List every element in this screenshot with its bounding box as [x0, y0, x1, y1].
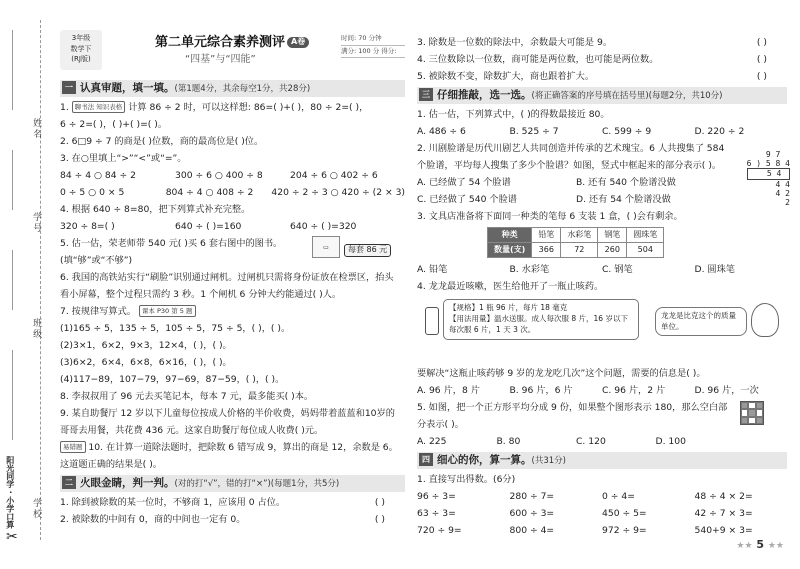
question-2: 2. 6□9 ÷ 7 的商是( )位数，商的最高位是( )位。 — [60, 136, 264, 147]
q-text: 7. 按规律写算式。 — [60, 306, 136, 317]
table-cell: 366 — [532, 243, 561, 258]
book-icon: ▭ — [312, 236, 340, 258]
calc-item[interactable]: 96 ÷ 3= — [417, 491, 456, 502]
q-text: 10. 在计算一道除法题时，把除数 6 错写成 9，算出的商是 12，余数是 6。这道题正确的结果是( )。 — [60, 442, 398, 470]
brand-logo-text: 阳光同学 · 小学口算 — [5, 456, 15, 529]
compare-item[interactable]: 300 ÷ 6 ○ 400 ÷ 8 — [175, 170, 263, 181]
division-line: 9 7 — [746, 150, 781, 159]
option[interactable]: B. 水彩笔 — [509, 264, 550, 275]
fill-item[interactable]: 640 ÷ ( )=320 — [290, 221, 357, 232]
error-prone-tag: 易错题 — [60, 441, 86, 453]
judge-text: 4. 三位数除以一位数，商可能是两位数，也可能是两位数。 — [417, 54, 659, 65]
division-line: 6 ) 5 8 4 — [746, 159, 790, 169]
calc-row-2 — [417, 505, 787, 522]
right-column — [417, 34, 787, 539]
price-text: 每套 86 元 — [344, 244, 391, 257]
question-4: 4. 根据 640 ÷ 8=80，把下列算式补充完整。 — [60, 204, 251, 215]
choice-q3-options — [417, 261, 787, 278]
question-1b: 6 ÷ 2=( )，( )+( )=( )。 — [60, 119, 168, 130]
option[interactable]: B. 还有 540 个脸谱没做 — [576, 177, 676, 188]
choice-q2: 2. 川剧脸谱是历代川剧艺人共同创造并传承的艺术瑰宝。6 人共搜集了 584 个脸谱，平均每人搜集了多少个脸谱？如图，竖式中框起来的部分表示( )。 — [417, 143, 725, 171]
page-title — [155, 34, 309, 52]
knowledge-tag: 聊书法 知识表格 — [72, 101, 126, 113]
option[interactable]: C. 599 ÷ 9 — [602, 126, 652, 137]
compare-item[interactable]: 204 ÷ 6 ○ 402 ÷ 6 — [290, 170, 378, 181]
option[interactable]: D. 还有 54 个脸谱没做 — [576, 194, 671, 205]
star-icon: ★★ — [736, 541, 753, 551]
binding-strip — [0, 0, 52, 569]
section-note: (将正确答案的序号填在括号里)(每题2分，共10分) — [531, 91, 723, 101]
page-subtitle: “四基”与“四能” — [185, 54, 256, 65]
table-header: 钢笔 — [598, 228, 627, 243]
version-label: (RJ版) — [71, 55, 91, 63]
division-line: 2 — [746, 197, 790, 207]
calc-item[interactable]: 42 ÷ 7 × 3= — [694, 508, 753, 519]
option[interactable]: B. 80 — [496, 436, 521, 447]
time-limit: 时间: 70 分钟 — [341, 33, 405, 46]
grid-cell — [748, 409, 755, 416]
blank-line — [12, 350, 13, 440]
option[interactable]: B. 525 ÷ 7 — [509, 126, 559, 137]
compare-item[interactable]: 0 ÷ 5 ○ 0 × 5 — [60, 187, 125, 198]
table-cell: 260 — [598, 243, 627, 258]
calc-q1: 1. 直接写出得数。(6分) — [417, 474, 516, 485]
option[interactable]: A. 铅笔 — [417, 264, 448, 275]
medicine-bottle-icon — [425, 307, 439, 335]
choice-q2-options-2 — [417, 191, 735, 208]
blank-line — [12, 30, 13, 110]
title-text: 第二单元综合素养测评 — [155, 35, 286, 50]
judge-text: 5. 被除数不变，除数扩大，商也跟着扩大。 — [417, 71, 595, 82]
option[interactable]: A. 486 ÷ 6 — [417, 126, 466, 137]
exam-meta — [341, 33, 405, 58]
grid-cell — [748, 417, 755, 424]
score-field: 满分: 100 分 得分: — [341, 46, 405, 59]
calc-item[interactable]: 800 ÷ 4= — [509, 525, 555, 536]
table-header: 圆珠笔 — [627, 228, 664, 243]
option[interactable]: B. 96 片，6 片 — [509, 385, 573, 396]
question-8: 8. 李叔叔用了 96 元去买笔记本，每本 7 元，最多能买( )本。 — [60, 391, 314, 402]
judge-item-5 — [417, 68, 787, 85]
compare-item[interactable]: 84 ÷ 4 ○ 84 ÷ 2 — [60, 170, 137, 181]
choice-q5: 5. 如图，把一个正方形平均分成 9 份，如果整个图形表示 180，那么空白部分表示( )。 — [417, 402, 728, 430]
calc-item[interactable]: 280 ÷ 7= — [509, 491, 555, 502]
calc-row-3 — [417, 522, 787, 539]
choice-q1: 1. 估一估，下列算式中，( )的得数最接近 80。 — [417, 109, 610, 120]
left-column — [60, 78, 405, 528]
page-number — [736, 538, 784, 553]
grid-cell — [741, 417, 748, 424]
textbook-tag: 课本 P30 第 5 题 — [139, 305, 196, 317]
choice-q5-options — [417, 433, 735, 450]
q4-row — [60, 218, 405, 235]
option[interactable]: A. 96 片，8 片 — [417, 385, 480, 396]
section-number: 一 — [62, 81, 76, 94]
judge-text: 1. 除到被除数的某一位时，不够商 1，应该用 0 占位。 — [60, 497, 286, 508]
option[interactable]: D. 圆珠笔 — [694, 264, 735, 275]
star-icon: ★★ — [767, 541, 784, 551]
judge-item-1 — [60, 494, 405, 511]
choice-q3: 3. 文具店准备将下面同一种类的笔每 6 支装 1 盒，( )会有剩余。 — [417, 211, 683, 222]
judge-text: 2. 被除数的中间有 0，商的中间也一定有 0。 — [60, 514, 246, 525]
table-header: 水彩笔 — [561, 228, 598, 243]
student-id-label: 学号 — [31, 212, 42, 234]
section-number: 三 — [419, 88, 433, 101]
section-note: (共31分) — [531, 456, 566, 466]
judge-text: 3. 除数是一位数的除法中，余数最大可能是 9。 — [417, 37, 613, 48]
section-number: 二 — [62, 476, 76, 489]
judge-item-3 — [417, 34, 787, 51]
division-line: 4 2 — [746, 188, 790, 198]
question-5b: (填“够”或“不够”) — [60, 255, 133, 266]
fill-item[interactable]: 320 ÷ 8=( ) — [60, 221, 115, 232]
cut-line — [40, 20, 41, 540]
answer-paren[interactable]: ( ) — [756, 37, 767, 48]
answer-paren[interactable]: ( ) — [756, 54, 767, 65]
pen-table — [487, 227, 664, 258]
answer-paren[interactable]: ( ) — [756, 71, 767, 82]
question-7-4: (4)117−89，107−79，97−69，87−59，( )，( )。 — [60, 374, 285, 385]
class-label: 班级 — [31, 318, 42, 340]
option[interactable]: D. 100 — [655, 436, 686, 447]
section1-header — [60, 80, 405, 97]
question-7-3: (3)6×2，6×4，6×8，6×16，( )，( )。 — [60, 357, 232, 368]
table-cell: 72 — [561, 243, 598, 258]
calc-item[interactable]: 540+9 × 3= — [694, 525, 753, 536]
choice-q2-options-1 — [417, 174, 735, 191]
compare-row-1 — [60, 167, 405, 184]
section-title: 火眼金睛，判一判。 — [80, 477, 175, 489]
calc-item[interactable]: 63 ÷ 3= — [417, 508, 456, 519]
option[interactable]: D. 96 片，一次 — [694, 385, 759, 396]
q-number: 1. — [60, 102, 69, 113]
table-header: 种类 — [488, 228, 532, 243]
grid-cell — [741, 402, 748, 409]
calc-item[interactable]: 0 ÷ 4= — [602, 491, 635, 502]
grid-cell — [741, 409, 748, 416]
medicine-label-card — [443, 299, 639, 340]
question-7 — [60, 303, 405, 320]
grid-cell — [756, 402, 763, 409]
compare-row-2 — [60, 184, 405, 201]
judge-item-2 — [60, 511, 405, 528]
judge-item-4 — [417, 51, 787, 68]
square-grid-figure — [740, 401, 764, 425]
section3-header — [417, 87, 787, 104]
choice-q4: 4. 龙龙最近咳嗽，医生给他开了一瓶止咳药。 — [417, 281, 604, 292]
blank-line — [12, 250, 13, 310]
calc-item[interactable]: 600 ÷ 3= — [509, 508, 555, 519]
option[interactable]: A. 225 — [417, 436, 447, 447]
compare-item[interactable]: 804 ÷ 4 ○ 408 ÷ 2 — [165, 187, 254, 198]
choice-q4-question: 要解决“这瓶止咳药够 9 岁的龙龙吃几次”这个问题，需要的信息是( )。 — [417, 368, 706, 379]
table-cell: 504 — [627, 243, 664, 258]
section4-header — [417, 452, 787, 469]
q-text: 计算 86 ÷ 2 时，可以这样想: 86=( )+( )，80 ÷ 2=( )， — [128, 102, 369, 113]
grid-cell — [756, 417, 763, 424]
section-note: (对的打“√”，错的打“×”)(每题1分，共5分) — [174, 479, 340, 489]
calc-item[interactable]: 720 ÷ 9= — [417, 525, 462, 536]
table-header: 铅笔 — [532, 228, 561, 243]
section-title: 认真审题，填一填。 — [80, 82, 175, 94]
question-5: 5. 估一估，荣老师带 540 元( )买 6 套右图中的图书。 — [60, 238, 283, 249]
question-9: 9. 某自助餐厅 12 岁以下儿童每位按成人价格的半价收费，妈妈带着蓝蓝和10岁的哥哥去用餐，共花费 436 元。这家自助餐厅每位成人收费( )元。 — [60, 408, 395, 436]
section-note: (第1题4分，其余每空1分，共28分) — [174, 84, 311, 94]
grid-cell — [748, 402, 755, 409]
question-3: 3. 在○里填上“>”“<”或“=”。 — [60, 153, 187, 164]
title-tag: A卷 — [287, 37, 309, 48]
usage-text: 【用法用量】温水送服。成人每次服 8 片，16 岁以下每次服 6 片，1 天 3 次。 — [449, 313, 628, 334]
compare-item[interactable]: 420 ÷ 2 ÷ 3 ○ 420 ÷ (2 × 3) — [271, 187, 406, 198]
calc-item[interactable]: 972 ÷ 9= — [602, 525, 647, 536]
option[interactable]: A. 已经做了 54 个脸谱 — [417, 177, 511, 188]
option[interactable]: C. 96 片，2 片 — [602, 385, 666, 396]
option[interactable]: D. 220 ÷ 2 — [694, 126, 745, 137]
grade-label: 3年级 — [71, 34, 91, 42]
child-avatar-icon — [751, 303, 779, 337]
answer-paren[interactable]: ( ) — [374, 497, 385, 508]
question-6: 6. 我国的高铁站实行“刷脸”识别通过闸机。过闸机只需将身份证放在检票区，抬头看小屏幕，整个过程只需约 3 秒。1 个闸机 6 分钟大约能通过( )人。 — [60, 272, 394, 300]
section-title: 仔细推敲，选一选。 — [437, 89, 532, 101]
option[interactable]: C. 已经做了 540 个脸谱 — [417, 194, 517, 205]
scissors-icon: ✂ — [6, 529, 18, 545]
section-number: 四 — [419, 453, 433, 466]
question-7-2: (2)3×1，6×2，9×3，12×4，( )，( )。 — [60, 340, 232, 351]
long-division-figure — [747, 150, 790, 207]
medicine-figure — [417, 297, 787, 363]
section2-header — [60, 475, 405, 492]
grid-cell — [756, 409, 763, 416]
name-label: 姓名 — [31, 118, 42, 140]
answer-paren[interactable]: ( ) — [374, 514, 385, 525]
division-line: 5 4 — [747, 168, 790, 179]
choice-q1-options — [417, 123, 787, 140]
question-7-1: (1)165 ÷ 5，135 ÷ 5，105 ÷ 5，75 ÷ 5，( )，( )。 — [60, 323, 291, 334]
option[interactable]: C. 钢笔 — [602, 264, 633, 275]
grade-box — [60, 30, 102, 70]
calc-item[interactable]: 48 ÷ 4 × 2= — [694, 491, 753, 502]
test-header — [60, 28, 405, 76]
spec-text: 【规格】1 瓶 96 片，每片 18 毫克 — [449, 303, 568, 312]
edition-label: 下 — [84, 44, 92, 53]
question-10 — [60, 439, 400, 473]
speech-bubble: 龙龙是比克这个的质量单位。 — [655, 307, 747, 336]
division-line: 4 4 — [746, 179, 790, 189]
calc-row-1 — [417, 488, 787, 505]
school-label: 学校 — [31, 498, 42, 520]
price-badge — [344, 244, 391, 257]
page-number-text: 5 — [756, 538, 765, 551]
calc-item[interactable]: 450 ÷ 5= — [602, 508, 647, 519]
section-title: 细心的你，算一算。 — [437, 454, 532, 466]
fill-item[interactable]: 640 ÷ ( )=160 — [175, 221, 242, 232]
option[interactable]: C. 120 — [576, 436, 606, 447]
table-row-label: 数量(支) — [488, 243, 532, 258]
choice-q4-options — [417, 382, 787, 399]
question-1a — [60, 99, 405, 116]
blank-line — [12, 150, 13, 210]
subject-label: 数学 — [70, 44, 85, 53]
